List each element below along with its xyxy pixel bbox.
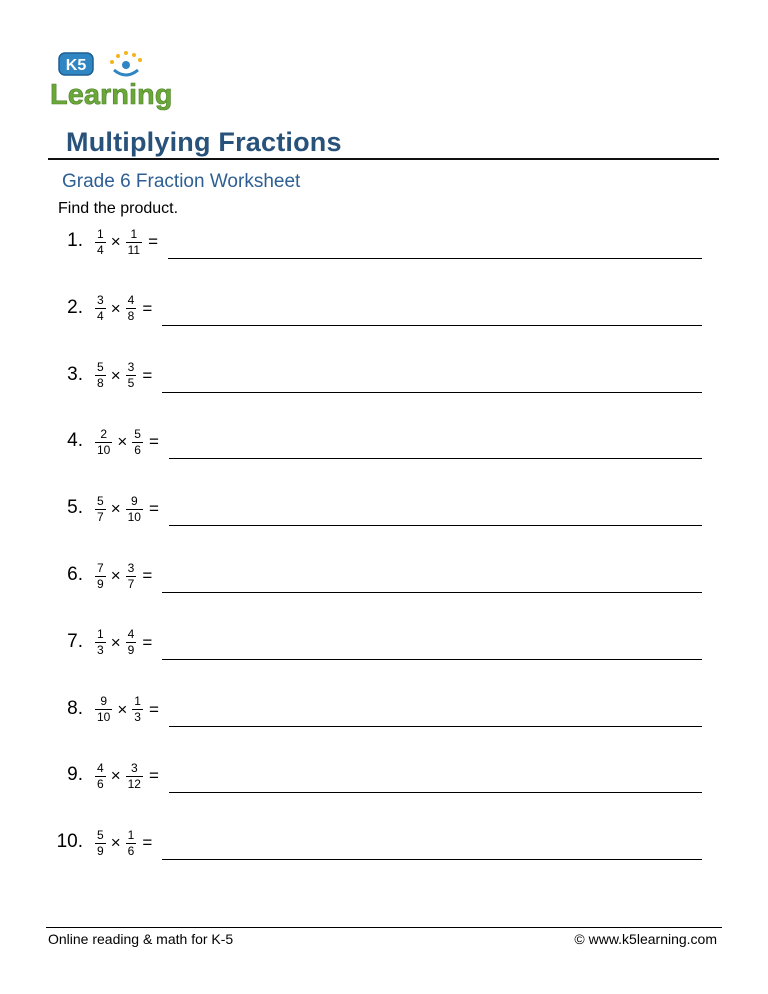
equals-sign: = [142,298,153,318]
problem-expression [95,758,159,794]
fraction-first [95,762,106,791]
multiply-sign: × [110,298,121,318]
fraction-numerator: 3 [130,760,138,775]
answer-line[interactable] [162,659,702,660]
multiply-sign: × [110,632,121,652]
problem-number: 10. [56,831,83,853]
equals-sign: = [148,499,159,519]
fraction-first [95,361,106,390]
problem-row [0,760,768,804]
fraction-denominator: 8 [97,376,104,391]
fraction-denominator: 3 [97,643,104,658]
problem-expression [95,358,152,394]
fraction-denominator: 7 [97,509,104,524]
multiply-sign: × [110,232,121,251]
star-icon [132,53,136,57]
fraction-numerator: 4 [97,760,104,775]
fraction-second [126,829,137,858]
answer-line[interactable] [162,325,702,326]
problem-number: 6. [67,564,83,585]
star-icon [116,54,120,58]
problem-expression [95,424,159,460]
fraction-second [126,562,137,591]
fraction-denominator: 6 [127,843,135,858]
fraction-numerator: 4 [127,627,135,642]
problem-expression [95,491,159,527]
worksheet-title: Multiplying Fractions [66,127,342,157]
problem-number: 1. [67,230,83,251]
fraction-numerator: 2 [100,426,108,441]
multiply-sign: × [110,499,121,519]
answer-line[interactable] [162,392,702,393]
fraction-numerator: 9 [130,493,138,508]
fraction-first [95,495,106,524]
multiply-sign: × [110,766,121,786]
problem-row [0,627,768,671]
problem-row [0,226,768,270]
fraction-second [132,695,143,724]
answer-line[interactable] [168,258,702,259]
fraction-denominator: 5 [127,376,135,391]
fraction-first [95,294,106,323]
fraction-denominator: 6 [97,776,104,791]
fraction-numerator: 7 [97,560,104,575]
fraction-denominator: 9 [97,843,104,858]
fraction-denominator: 10 [127,509,141,524]
fraction-second [126,361,137,390]
figure-arms-icon [114,70,138,75]
problem-expression [95,625,152,661]
fraction-denominator: 10 [97,710,111,725]
multiply-sign: × [110,566,121,585]
multiply-sign: × [117,432,128,452]
problem-number: 5. [67,497,83,519]
problem-row [0,694,768,738]
fraction-numerator: 1 [134,694,141,709]
answer-line[interactable] [169,458,702,459]
fraction-numerator: 4 [127,293,135,308]
fraction-numerator: 1 [97,627,104,642]
problem-number: 9. [67,764,83,786]
equals-sign: = [148,232,159,251]
answer-line[interactable] [162,592,702,593]
fraction-first [95,562,106,591]
problem-row [0,827,768,871]
problem-expression [95,558,152,594]
fraction-second [126,228,142,257]
problem-number: 8. [67,697,83,719]
fraction-denominator: 3 [134,710,141,725]
equals-sign: = [148,766,159,786]
fraction-numerator: 3 [127,360,135,375]
problem-row [0,493,768,537]
fraction-denominator: 4 [97,242,104,257]
problem-number: 2. [67,296,83,318]
fraction-numerator: 5 [134,426,141,441]
k5-learning-logo [48,48,188,112]
fraction-numerator: 1 [130,226,138,241]
fraction-numerator: 1 [127,827,135,842]
fraction-numerator: 3 [127,560,135,575]
problem-number: 3. [67,363,83,385]
star-icon [110,60,114,64]
fraction-numerator: 3 [97,293,104,308]
problem-row [0,293,768,337]
fraction-second [126,762,143,791]
fraction-first [95,428,112,457]
star-icon [124,51,128,55]
equals-sign: = [148,432,159,452]
figure-head-icon [122,61,130,69]
fraction-denominator: 9 [127,643,135,658]
fraction-numerator: 1 [97,226,104,241]
fraction-numerator: 5 [97,493,104,508]
problem-expression [95,291,152,327]
fraction-second [126,628,137,657]
fraction-second [126,294,137,323]
multiply-sign: × [117,699,128,719]
fraction-numerator: 5 [97,827,104,842]
fraction-first [95,829,106,858]
fraction-denominator: 4 [97,309,104,324]
fraction-numerator: 9 [100,694,108,709]
answer-line[interactable] [169,726,702,727]
k5-badge-text: K5 [65,57,87,74]
fraction-denominator: 6 [134,442,141,457]
fraction-denominator: 12 [127,776,141,791]
problem-row [0,360,768,404]
fraction-second [126,495,143,524]
fraction-second [132,428,143,457]
k5-logo-graphic [48,48,188,112]
multiply-sign: × [110,833,121,853]
star-icon [138,58,142,62]
footer-copyright: © www.k5learning.com [574,931,717,947]
problem-number: 7. [67,630,83,652]
problem-number: 4. [67,430,83,452]
fraction-denominator: 10 [97,442,111,457]
equals-sign: = [142,833,153,853]
equals-sign: = [142,365,153,385]
worksheet-subtitle: Grade 6 Fraction Worksheet [62,171,301,192]
multiply-sign: × [110,365,121,385]
fraction-denominator: 11 [127,242,141,257]
learning-wordmark: Learning [50,79,173,111]
problem-expression [95,692,159,728]
answer-line[interactable] [162,859,702,860]
answer-line[interactable] [169,525,702,526]
problem-row [0,560,768,604]
problem-row [0,426,768,470]
fraction-denominator: 9 [97,576,104,591]
fraction-numerator: 5 [97,360,104,375]
problem-expression [95,825,152,861]
fraction-first [95,628,106,657]
footer-tagline: Online reading & math for K-5 [48,931,234,947]
fraction-denominator: 7 [127,576,135,591]
fraction-first [95,228,106,257]
problem-expression [95,224,158,260]
instructions-text: Find the product. [58,200,179,217]
equals-sign: = [142,632,153,652]
equals-sign: = [142,566,153,585]
fraction-denominator: 8 [127,309,135,324]
footer-divider [46,927,722,928]
answer-line[interactable] [169,792,702,793]
equals-sign: = [148,699,159,719]
fraction-first [95,695,112,724]
title-divider [48,158,719,160]
